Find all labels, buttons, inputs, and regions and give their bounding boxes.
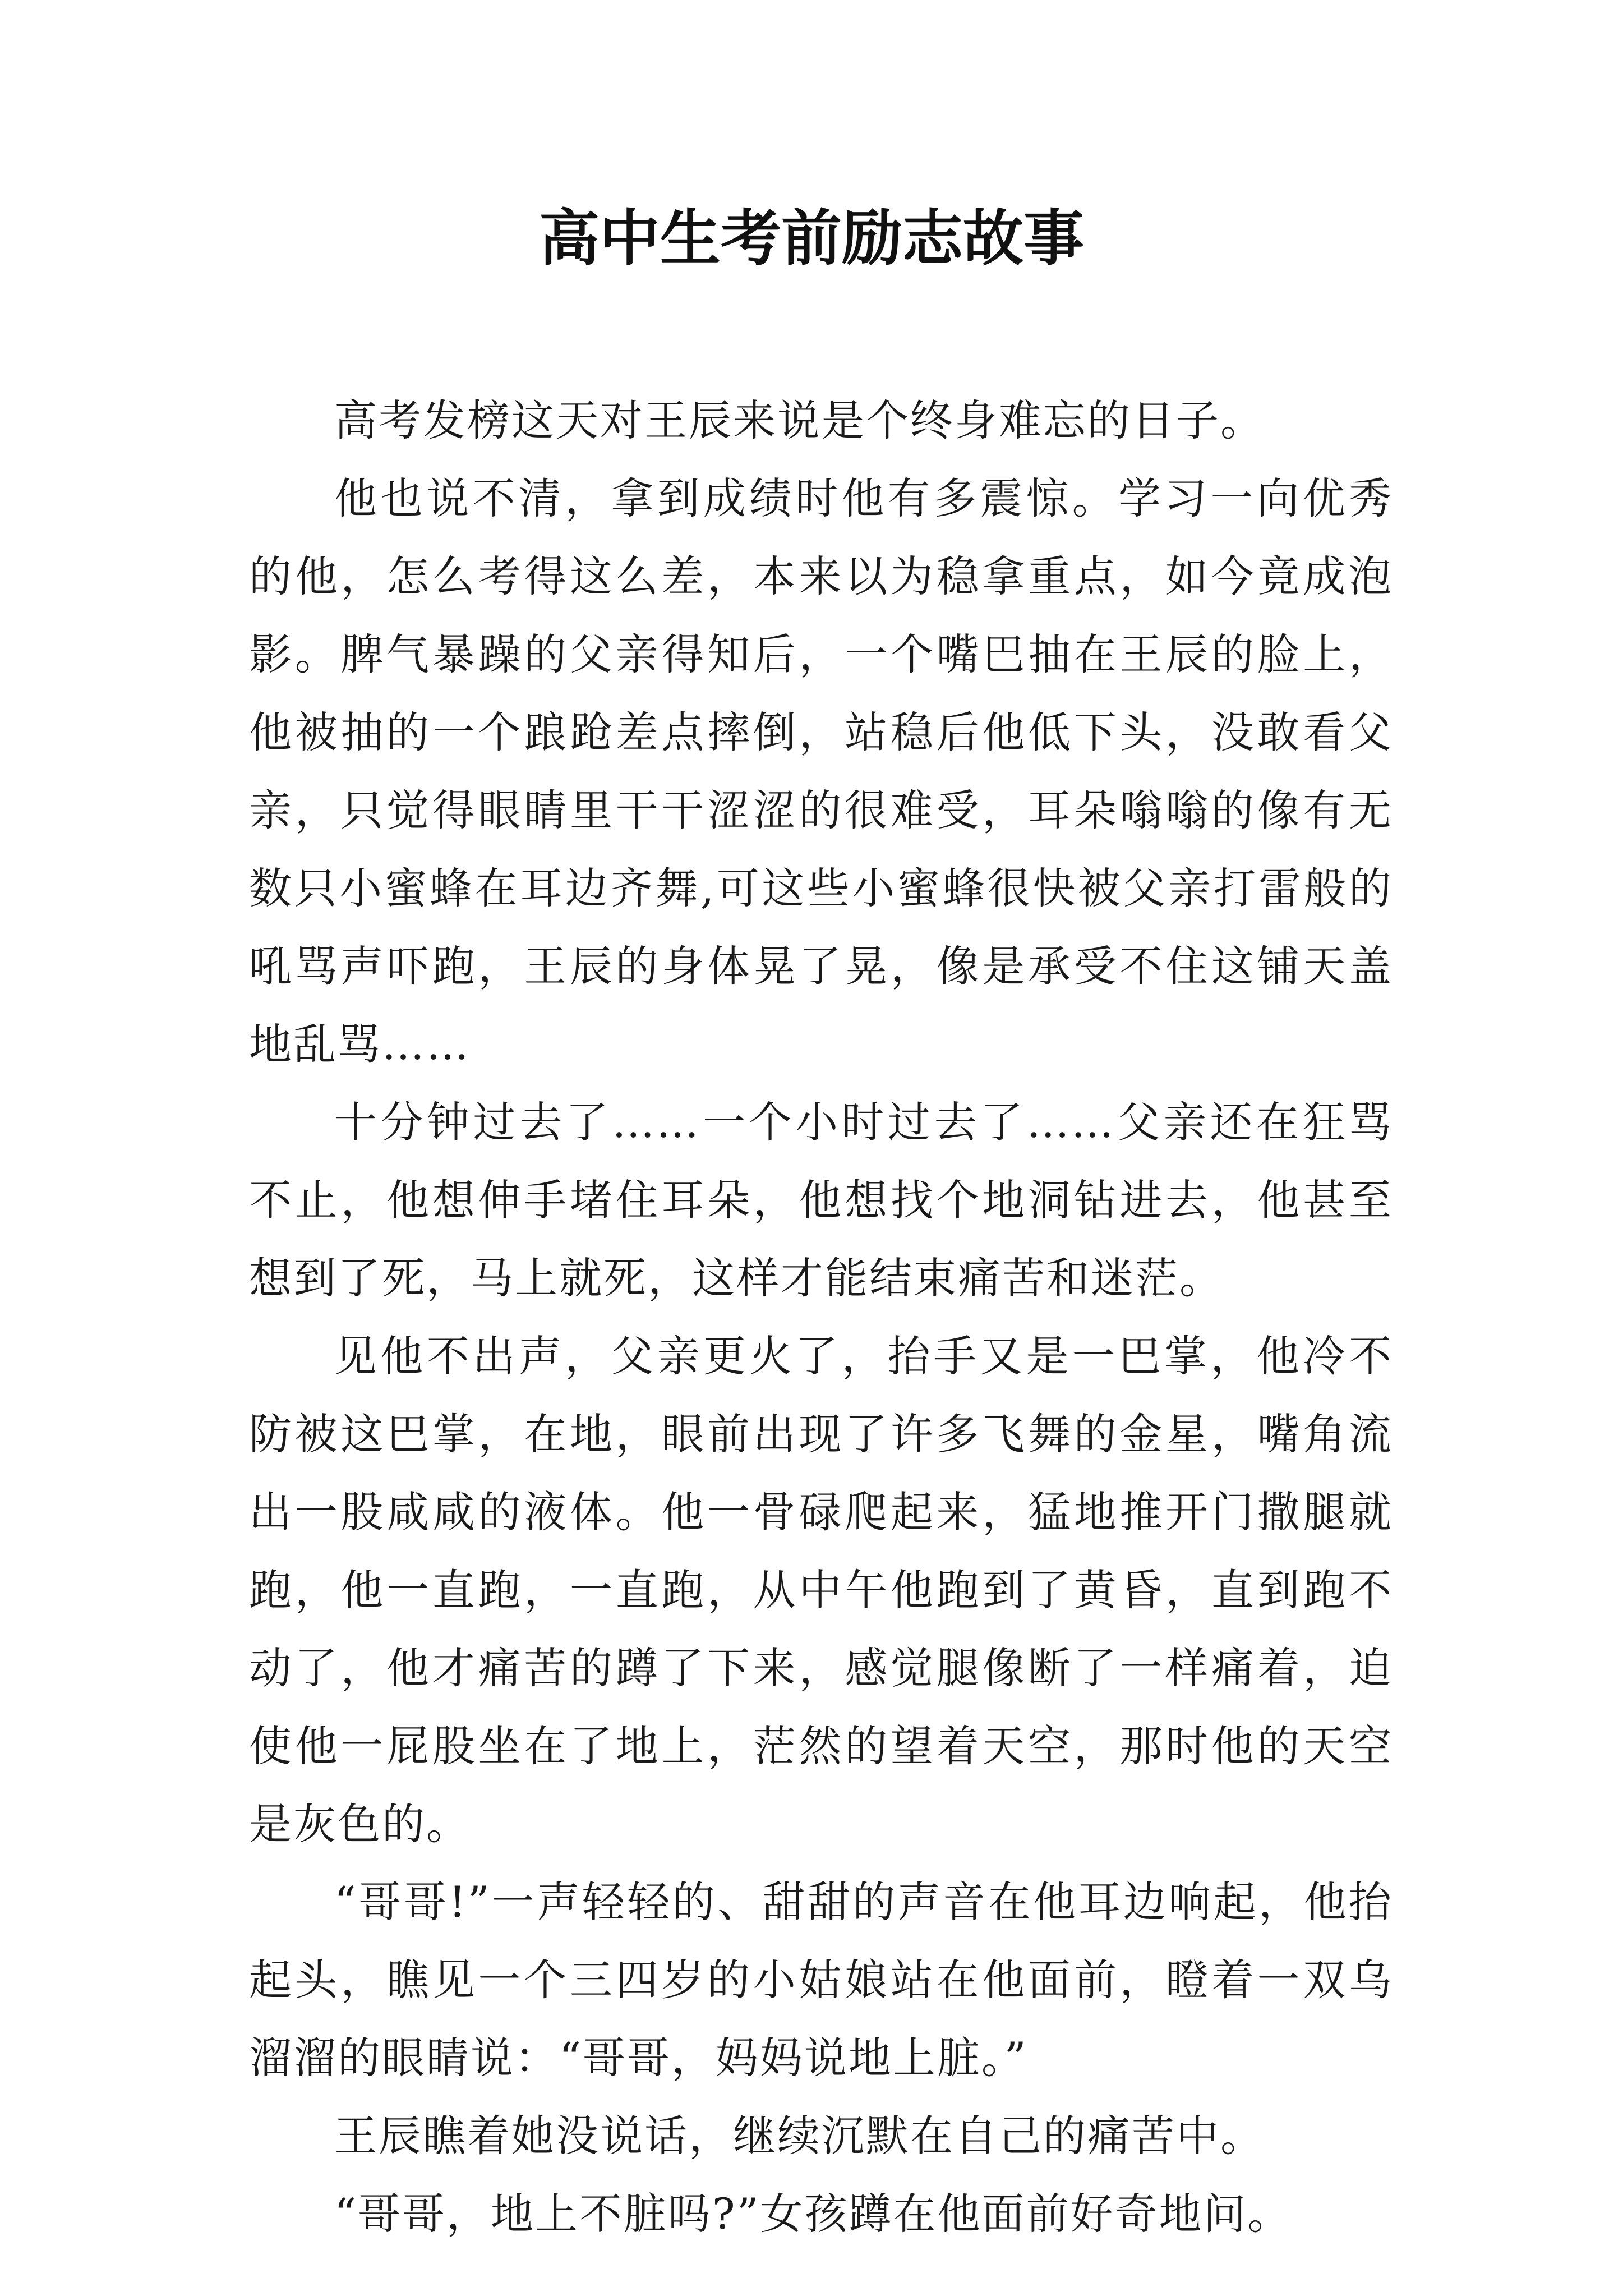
document-body — [249, 381, 1393, 2253]
paragraph: 见他不出声，父亲更火了，抬手又是一巴掌，他冷不防被这巴掌，在地，眼前出现了许多飞舞的金星，嘴角流出一股咸咸的液体。他一骨碌爬起来，猛地推开门撒腿就跑，他一直跑，一直跑，从中午他跑到了黄昏，直到跑不动了，他才痛苦的蹲了下来，感觉腿像断了一样痛着，迫使他一屁股坐在了地上，茫然的望着天空，那时他的天空是灰色的。 — [249, 1331, 1393, 1849]
paragraph: “哥哥!”一声轻轻的、甜甜的声音在他耳边响起，他抬起头，瞧见一个三四岁的小姑娘站在他面前，瞪着一双乌溜溜的眼睛说：“哥哥，妈妈说地上脏。” — [249, 1877, 1393, 2083]
paragraph: 他也说不清，拿到成绩时他有多震惊。学习一向优秀的他，怎么考得这么差，本来以为稳拿重点，如今竟成泡影。脾气暴躁的父亲得知后，一个嘴巴抽在王辰的脸上，他被抽的一个踉跄差点摔倒，站稳后他低下头，没敢看父亲，只觉得眼睛里干干涩涩的很难受，耳朵嗡嗡的像有无数只小蜜蜂在耳边齐舞,可这些小蜜蜂很快被父亲打雷般的吼骂声吓跑，王辰的身体晃了晃，像是承受不住这铺天盖地乱骂…… — [249, 473, 1393, 1069]
paragraph: “哥哥，地上不脏吗?”女孩蹲在他面前好奇地问。 — [334, 2189, 1292, 2239]
paragraph: 十分钟过去了……一个小时过去了……父亲还在狂骂不止，他想伸手堵住耳朵，他想找个地洞钻进去，他甚至想到了死，马上就死，这样才能结束痛苦和迷茫。 — [249, 1097, 1393, 1303]
document-title: 高中生考前励志故事 — [538, 203, 1084, 274]
paragraph: 王辰瞧着她没说话，继续沉默在自己的痛苦中。 — [334, 2111, 1265, 2161]
paragraph: 高考发榜这天对王辰来说是个终身难忘的日子。 — [334, 395, 1265, 445]
